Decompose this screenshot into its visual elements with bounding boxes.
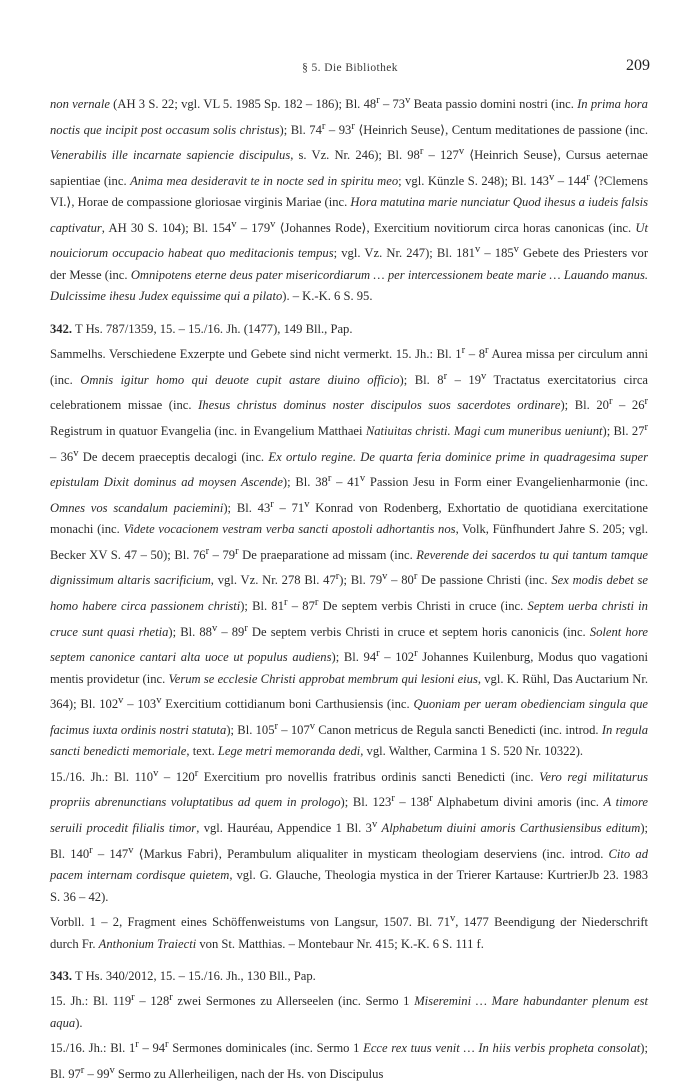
incipit-text: Anthonium Traiecti: [98, 936, 197, 951]
body-text: von St. Matthias. – Montebaur Nr. 415; K.-K. 6 S. 111 f.: [196, 936, 484, 951]
incipit-text: Ut nouiciorum occupacio habeat quo meditacionis tempus: [50, 220, 649, 261]
incipit-text: In prima hora noctis que incipit post occasum solis christus: [50, 97, 648, 137]
folio-side: r: [443, 370, 448, 382]
body-text: ⟨Heinrich Seuse⟩, Centum meditationes de passione (inc.: [354, 122, 648, 137]
folio-side: v: [382, 571, 388, 583]
folio-side: v: [548, 171, 555, 183]
body-text: ); Bl. 79: [339, 573, 383, 588]
folio-side: r: [644, 396, 649, 408]
body-text: ); Bl. 123: [340, 795, 392, 810]
body-text: , vgl. Walther, Carmina 1 S. 520 Nr. 10322).: [360, 744, 584, 759]
body-text: Passion Jesu in Form einer Evangelienharmonie (inc.: [365, 475, 649, 490]
running-head: [50, 58, 650, 78]
body-text: , text.: [186, 744, 218, 759]
body-text: – 80: [387, 573, 414, 588]
body-text: ); Bl. 43: [223, 500, 271, 515]
body-text: – 102: [379, 650, 415, 665]
folio-side: v: [231, 218, 237, 230]
body-text: Sammelhs. Verschiedene Exzerpte und Gebete sind nicht vermerkt. 15. Jh.: Bl. 1: [50, 347, 462, 362]
folio-side: r: [461, 345, 466, 357]
body-text: 15./16. Jh.: Bl. 110: [50, 769, 154, 784]
folio-side: v: [304, 498, 310, 510]
incipit-text: Solent hore septem canonice cantari alta uoce ut populus audiens: [50, 624, 648, 665]
body-text: ⟨Markus Fabri⟩, Perambulum aliqualiter in mysticam theologiam deserviens (inc. introd.: [133, 846, 609, 861]
body-text: ); Bl. 27: [602, 424, 645, 439]
entry-343-heading: [50, 966, 648, 987]
folio-side: v: [118, 695, 124, 707]
incipit-text: Ihesus christus dominus noster discipulos suos sacerdotes ordinare: [198, 398, 561, 413]
folio-side: v: [450, 912, 456, 924]
folio-side: r: [274, 720, 279, 732]
folio-side: v: [109, 1064, 115, 1076]
folio-side: r: [429, 793, 433, 805]
folio-side: r: [80, 1064, 85, 1076]
folio-side: v: [474, 244, 481, 256]
body-text: – 79: [209, 547, 236, 562]
incipit-text: Venerabilis ille incarnate sapiencie discipulus: [50, 148, 291, 163]
body-text: De septem verbis Christi in cruce (inc.: [318, 599, 528, 614]
folio-side: r: [413, 571, 418, 583]
incipit-text: Vero regi militaturus propriis abrenunctians voluptatibus ad quem in prologo: [50, 769, 649, 810]
body-text: ); Bl. 81: [240, 599, 285, 614]
body-text: Sermones dominicales (inc. Sermo 1: [168, 1041, 364, 1056]
folio-side: v: [73, 447, 79, 459]
entry-343-paragraph: [50, 987, 648, 1034]
body-text: – 138: [394, 795, 430, 810]
body-text: , vgl. G. Glauche, Theologia mystica in der Trierer Kartause: KurtrierJb 23. 1983 S. 36 – 42).: [50, 868, 648, 904]
body-text: Beata passio domini nostri (inc.: [410, 97, 578, 112]
body-text: , 1477 Beendigung der Niederschrift durch Fr.: [50, 915, 649, 951]
body-text: ); Bl. 97: [50, 1041, 648, 1082]
folio-side: r: [376, 648, 380, 660]
body-text: – 120: [158, 769, 195, 784]
body-text: – 185: [480, 246, 514, 261]
body-text: T Hs. 340/2012, 15. – 15./16. Jh., 130 Bll., Pap.: [72, 968, 316, 983]
body-text: ; vgl. Künzle S. 248); Bl. 143: [398, 173, 549, 188]
incipit-text: Ex ortulo regine. De quarta feria dominice prime in quadragesima super epistulam Dixit dominus ad moysen Ascende: [50, 449, 648, 490]
incipit-text: Alphabetum diuini amoris Carthusiensibus editum: [381, 821, 641, 836]
body-text: – 93: [325, 122, 352, 137]
body-text: ⟨?Clemens VI.⟩, Horae de compassione gloriosae virginis Mariae (inc.: [50, 173, 648, 210]
body-text: , s. Vz. Nr. 246); Bl. 98: [290, 148, 420, 163]
folio-side: r: [391, 793, 395, 805]
body-text: , Volk, Fünfhundert Jahre S. 205; vgl. Becker XV S. 47 – 50); Bl. 76: [50, 522, 649, 562]
page-number: 209: [626, 57, 650, 74]
incipit-text: Hora matutina marie nunciatur Quod ihesus a iudeis falsis captivatur: [50, 195, 648, 235]
incipit-text: In regula sancti benedicti memoriale: [50, 722, 649, 759]
folio-side: r: [351, 120, 355, 132]
folio-side: r: [131, 992, 135, 1004]
body-text: , vgl. Hauréau, Appendice 1 Bl. 3: [196, 821, 372, 836]
entry-341-continuation: [50, 90, 648, 308]
folio-side: r: [235, 545, 239, 557]
body-text: Gebete des Priesters vor der Messe (inc.: [50, 246, 649, 282]
folio-side: r: [135, 1039, 139, 1051]
folio-side: v: [128, 844, 134, 856]
body-text: , vgl. Vz. Nr. 278 Bl. 47: [210, 573, 336, 588]
body-text: De passione Christi (inc.: [417, 573, 552, 588]
body-text: zwei Sermones zu Allerseelen (inc. Sermo 1: [172, 994, 415, 1009]
folio-side: v: [153, 767, 159, 779]
folio-side: r: [89, 844, 93, 856]
body-text: ); Bl. 20: [560, 398, 609, 413]
folio-side: r: [327, 473, 332, 485]
folio-side: v: [359, 473, 366, 485]
body-text: ); Bl. 74: [279, 122, 322, 137]
folio-side: r: [205, 545, 210, 557]
folio-side: r: [314, 596, 319, 608]
body-text: ⟨Heinrich Seuse⟩, Cursus aeternae sapientiae (inc.: [50, 148, 649, 188]
folio-side: v: [309, 720, 315, 732]
folio-side: v: [270, 218, 276, 230]
body-text: 15./16. Jh.: Bl. 1: [50, 1041, 136, 1056]
folio-side: v: [405, 95, 411, 106]
body-text: De septem verbis Christi in cruce et septem horis canonicis (inc.: [247, 624, 590, 639]
body-text: ); Bl. 8: [399, 372, 444, 387]
incipit-text: Natiuitas christi. Magi cum muneribus ueniunt: [365, 424, 603, 439]
entry-number: 342.: [50, 321, 73, 336]
body-text: Sermo zu Allerheiligen, nach der Hs. von Discipulus: [114, 1067, 384, 1082]
folio-side: v: [211, 622, 218, 634]
incipit-text: Verum se ecclesie Christi approbat membrum qui lesioni eius: [168, 671, 478, 686]
body-text: – 147: [92, 846, 129, 861]
body-text: – 26: [612, 398, 645, 413]
folio-side: r: [419, 146, 424, 158]
body-text: T Hs. 787/1359, 15. – 15./16. Jh. (1477), 149 Bll., Pap.: [72, 321, 353, 336]
body-text: ); Bl. 140: [50, 821, 649, 861]
body-text: Exercitium pro novellis fratribus ordinis sancti Benedicti (inc.: [198, 769, 540, 784]
body-text: ; vgl. Vz. Nr. 247); Bl. 181: [333, 246, 475, 261]
incipit-text: Omnis igitur homo qui deuote cupit astare diuino officio: [80, 372, 400, 387]
body-text: ).: [75, 1015, 83, 1030]
body-text: Tractatus exercitatorius circa celebrationem missae (inc.: [50, 372, 648, 413]
body-text: 15. Jh.: Bl. 119: [50, 994, 132, 1009]
entry-342-paragraph: [50, 908, 648, 955]
section-title: § 5. Die Bibliothek: [302, 62, 398, 74]
body-text: ⟨Johannes Rode⟩, Exercitium novitiorum circa horas canonicas (inc.: [275, 220, 636, 235]
body-text: ); Bl. 88: [168, 624, 212, 639]
body-text: Alphabetum divini amoris (inc.: [432, 795, 604, 810]
incipit-text: Miseremini … Mare habundanter plenum est aqua: [50, 994, 648, 1030]
body-text: – 99: [84, 1067, 110, 1082]
incipit-text: A timore seruili procedit filialis timor: [50, 795, 648, 836]
catalog-body: [50, 90, 648, 1086]
incipit-text: Ecce rex tuus venit … In hiis verbis propheta consolat: [363, 1041, 641, 1056]
body-text: Johannes Kuilenburg, Modus quo vagationi mentis providetur (inc.: [50, 650, 649, 686]
incipit-text: non vernale: [50, 97, 110, 112]
incipit-text: Reverende dei sacerdos tu qui tantum tamque dignissimum altaris sacrificium: [50, 547, 648, 588]
body-text: – 71: [273, 500, 305, 515]
folio-side: v: [458, 146, 465, 158]
folio-side: v: [156, 695, 162, 707]
body-text: – 73: [379, 97, 406, 112]
entry-342-paragraph: [50, 763, 648, 908]
folio-side: v: [481, 370, 487, 382]
entry-343-paragraph: [50, 1034, 648, 1085]
body-text: Registrum in quatuor Evangelia (inc. in Evangelium Matthaei: [50, 424, 366, 439]
incipit-text: Septem uerba christi in cruce sunt quasi rhetia: [50, 599, 648, 639]
body-text: – 19: [447, 372, 482, 387]
incipit-text: Videte vocacionem vestram verba sancti apostoli adhortantis nos: [123, 522, 456, 537]
folio-side: r: [270, 498, 274, 510]
body-text: – 89: [217, 624, 245, 639]
incipit-text: Quoniam per ueram obedienciam singula que facimus iuxta ordinis nostri statuta: [50, 697, 649, 737]
folio-side: r: [194, 767, 199, 779]
body-text: Exercitium cottidianum boni Carthusiensis (inc.: [161, 697, 414, 712]
folio-side: v: [371, 818, 378, 830]
body-text: ); Bl. 94: [331, 650, 377, 665]
entry-number: 343.: [50, 968, 73, 983]
body-text: ); Bl. 105: [226, 722, 275, 737]
body-text: (AH 3 S. 22; vgl. VL 5. 1985 Sp. 182 – 186); Bl. 48: [109, 97, 377, 112]
folio-side: r: [244, 622, 248, 634]
body-text: – 128: [134, 994, 170, 1009]
incipit-text: Lege metri memoranda dedi: [217, 744, 361, 759]
body-text: – 179: [236, 220, 271, 235]
folio-side: r: [321, 120, 326, 132]
body-text: – 107: [278, 722, 310, 737]
incipit-text: Omnes vos scandalum paciemini: [50, 500, 224, 515]
body-text: Canon metricus de Regula sancti Benedicti (inc. introd.: [315, 722, 602, 737]
body-text: , AH 30 S. 104); Bl. 154: [101, 220, 232, 235]
entry-342-heading: [50, 319, 648, 340]
incipit-text: Anima mea desideravit te in nocte sed in spiritu meo: [130, 173, 399, 188]
body-text: Vorbll. 1 – 2, Fragment eines Schöffenweistums von Langsur, 1507. Bl. 71: [50, 915, 451, 930]
folio-side: r: [644, 421, 649, 433]
folio-side: r: [284, 596, 288, 608]
body-text: De praeparatione ad missam (inc.: [238, 547, 417, 562]
body-text: – 8: [465, 347, 485, 362]
body-text: – 94: [138, 1041, 166, 1056]
body-text: – 36: [50, 449, 74, 464]
body-text: – 103: [123, 697, 157, 712]
body-text: – 144: [554, 173, 587, 188]
folio-side: r: [414, 648, 418, 660]
folio-side: r: [169, 992, 173, 1004]
folio-side: r: [608, 396, 613, 408]
body-text: Konrad von Rodenberg, Exhortatio de quotidiana exercitatione monachi (inc.: [50, 500, 648, 537]
folio-side: r: [376, 95, 380, 106]
incipit-text: Sex modis debet se homo habere circa passionem christi: [50, 573, 648, 614]
body-text: Aurea missa per circulum anni (inc.: [50, 347, 648, 387]
body-text: – 87: [287, 599, 315, 614]
folio-side: r: [485, 345, 489, 357]
body-text: – 127: [423, 148, 459, 163]
body-text: ). – K.-K. 6 S. 95.: [282, 289, 373, 304]
folio-side: v: [513, 244, 519, 256]
folio-side: r: [335, 571, 340, 583]
body-text: ); Bl. 38: [282, 475, 328, 490]
entry-342-paragraph: [50, 340, 648, 763]
body-text: De decem praeceptis decalogi (inc.: [78, 449, 269, 464]
incipit-text: Omnipotens eterne deus pater misericordiarum … per intercessionem beate marie … Lauando manus. Dulcissime ihesu Judex equissime qui a pilato: [50, 267, 648, 304]
folio-side: r: [165, 1039, 169, 1051]
folio-side: r: [586, 171, 590, 183]
body-text: – 41: [331, 475, 360, 490]
body-text: , vgl. K. Rühl, Das Auctarium Nr. 364); Bl. 102: [50, 671, 648, 712]
incipit-text: Cito ad pacem internam cordisque quietem: [50, 846, 649, 883]
